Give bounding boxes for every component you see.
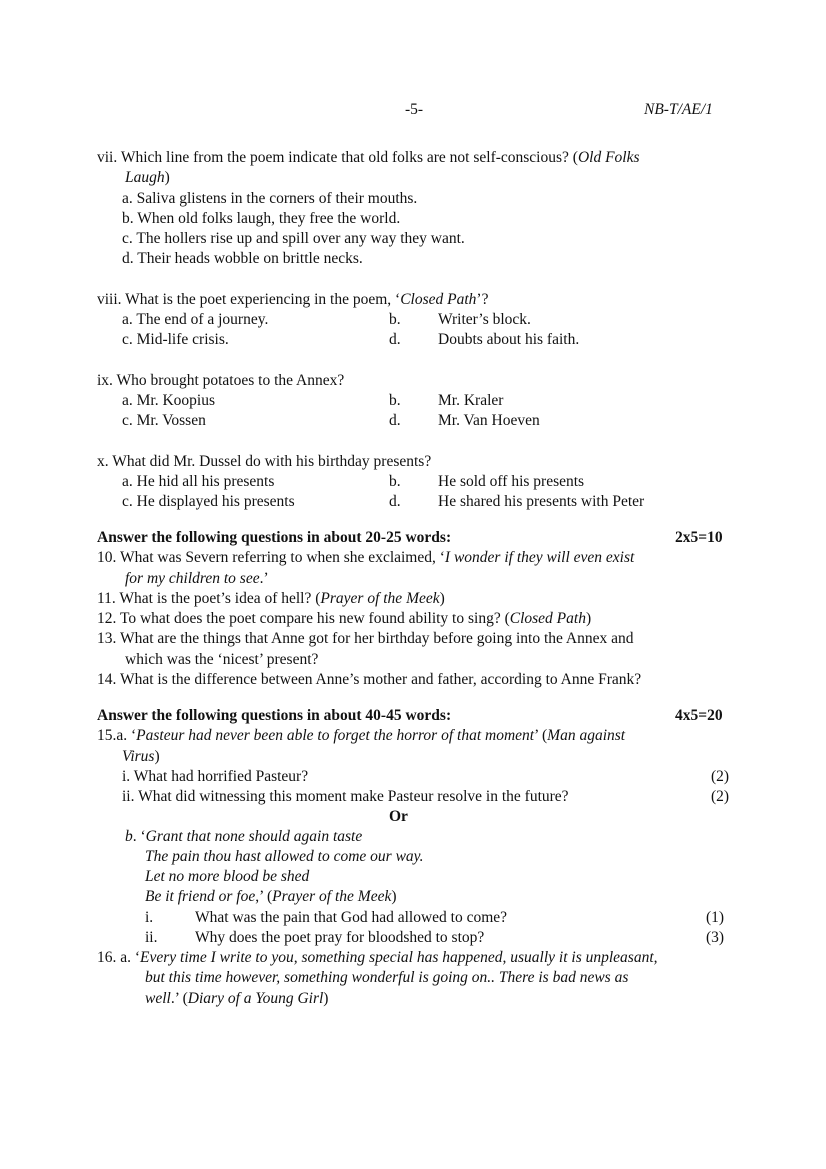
question-15b-i-marks: (1) [706,909,725,926]
option-vii-c: c. The hollers rise up and spill over any way they want. [122,230,465,247]
option-viii-b-letter: b. [389,311,401,328]
option-x-d-letter: d. [389,493,401,510]
question-15a-ii-marks: (2) [711,788,730,805]
question-16a-line2: but this time however, something wonderful is going on.. There is bad news as [145,969,629,986]
question-15a-source: Virus) [122,748,160,765]
question-15a-i: i. What had horrified Pasteur? [122,768,309,785]
option-ix-d-letter: d. [389,412,401,429]
question-15b-line4: Be it friend or foe,’ (Prayer of the Meek) [145,888,397,905]
page-number: -5- [405,101,424,118]
question-15b-line2: The pain thou hast allowed to come our way. [145,848,424,865]
option-x-b: He sold off his presents [438,473,585,490]
option-ix-b-letter: b. [389,392,401,409]
question-15b-i-number: i. [145,909,154,926]
section2-marks: 2x5=10 [675,529,723,546]
question-15b-ii: Why does the poet pray for bloodshed to stop? [195,929,485,946]
option-viii-c: c. Mid-life crisis. [122,331,229,348]
question-13: 13. What are the things that Anne got for her birthday before going into the Annex and [97,630,634,647]
option-ix-b: Mr. Kraler [438,392,504,409]
question-16a-line3: well.’ (Diary of a Young Girl) [145,990,329,1007]
question-16a-line1: 16. a. ‘Every time I write to you, something special has happened, usually it is unpleasant, [97,949,658,966]
option-vii-b: b. When old folks laugh, they free the world. [122,210,401,227]
question-10-cont: for my children to see.’ [125,570,269,587]
question-15b-line1: b. ‘Grant that none should again taste [125,828,363,845]
option-vii-d: d. Their heads wobble on brittle necks. [122,250,363,267]
question-15b-ii-number: ii. [145,929,158,946]
question-ix: ix. Who brought potatoes to the Annex? [97,372,345,389]
question-10: 10. What was Severn referring to when she exclaimed, ‘I wonder if they will even exist [97,549,635,566]
question-12: 12. To what does the poet compare his new found ability to sing? (Closed Path) [97,610,592,627]
section2-heading: Answer the following questions in about 20-25 words: [97,529,452,546]
question-13-cont: which was the ‘nicest’ present? [125,651,319,668]
option-x-b-letter: b. [389,473,401,490]
question-x: x. What did Mr. Dussel do with his birthday presents? [97,453,432,470]
option-viii-a: a. The end of a journey. [122,311,269,328]
question-vii-source: Laugh) [125,169,170,186]
question-15b-line3: Let no more blood be shed [145,868,310,885]
option-x-c: c. He displayed his presents [122,493,295,510]
section3-heading: Answer the following questions in about 40-45 words: [97,707,452,724]
question-15a: 15.a. ‘Pasteur had never been able to forget the horror of that moment’ (Man against [97,727,626,744]
option-ix-c: c. Mr. Vossen [122,412,206,429]
section3-marks: 4x5=20 [675,707,723,724]
option-viii-b: Writer’s block. [438,311,531,328]
question-vii: vii. Which line from the poem indicate that old folks are not self-conscious? (Old Folks [97,149,640,166]
question-15a-i-marks: (2) [711,768,730,785]
question-15b-ii-marks: (3) [706,929,725,946]
paper-code: NB-T/AE/1 [644,101,713,118]
question-15b-i: What was the pain that God had allowed to come? [195,909,508,926]
option-vii-a: a. Saliva glistens in the corners of their mouths. [122,190,418,207]
option-ix-a: a. Mr. Koopius [122,392,215,409]
question-viii: viii. What is the poet experiencing in the poem, ‘Closed Path’? [97,291,489,308]
option-ix-d: Mr. Van Hoeven [438,412,540,429]
question-11: 11. What is the poet’s idea of hell? (Prayer of the Meek) [97,590,445,607]
question-15a-ii: ii. What did witnessing this moment make Pasteur resolve in the future? [122,788,569,805]
or-separator: Or [389,808,408,825]
option-x-a: a. He hid all his presents [122,473,275,490]
option-x-d: He shared his presents with Peter [438,493,645,510]
question-14: 14. What is the difference between Anne’s mother and father, according to Anne Frank? [97,671,642,688]
option-viii-d: Doubts about his faith. [438,331,580,348]
option-viii-d-letter: d. [389,331,401,348]
